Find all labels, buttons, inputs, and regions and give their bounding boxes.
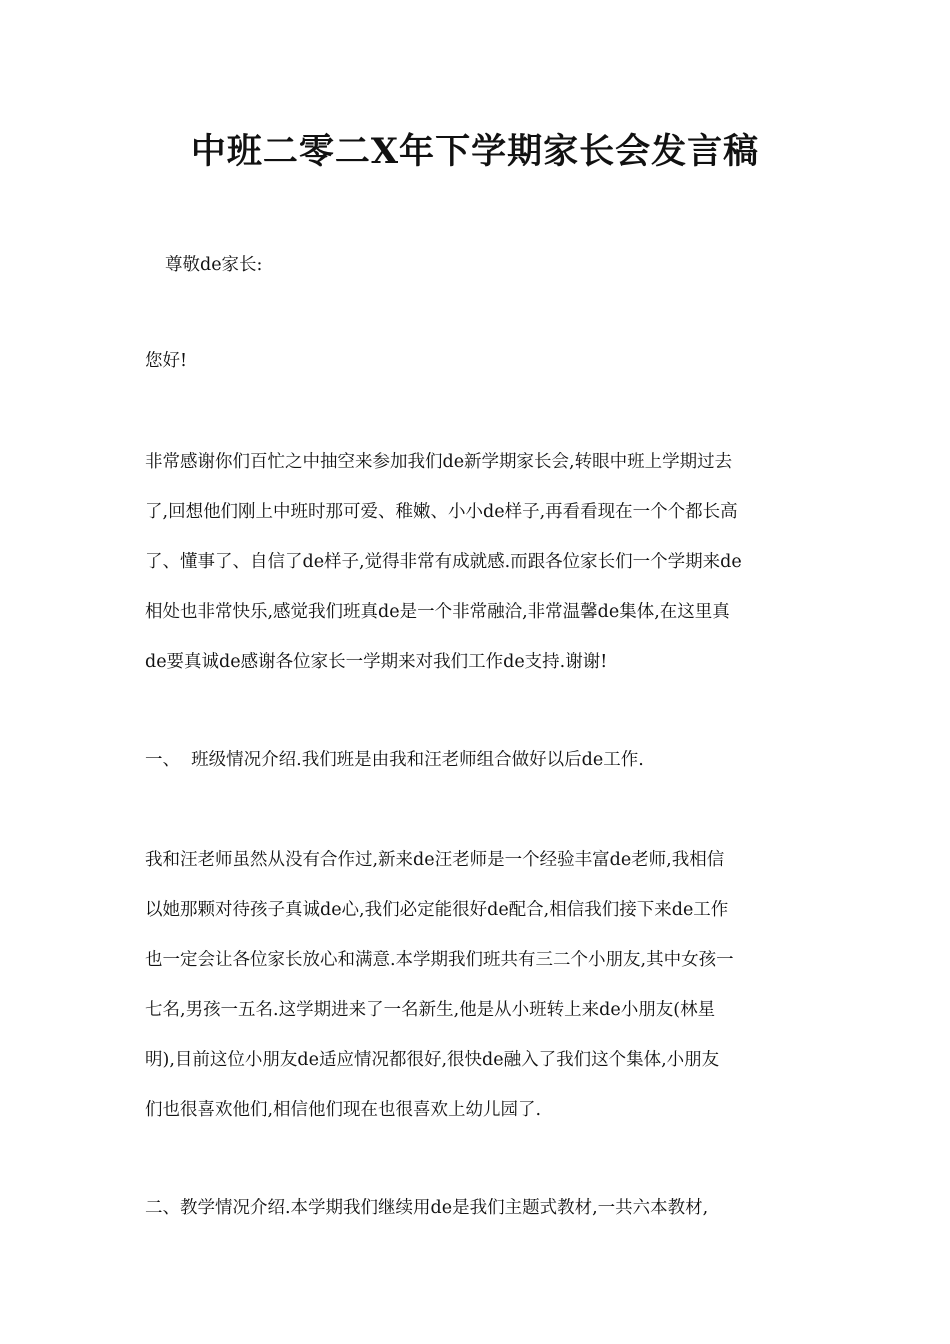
greeting: 您好! (145, 351, 188, 371)
paragraph-1-line-3: 了、懂事了、自信了de样子,觉得非常有成就感.而跟各位家长们一个学期来de (145, 552, 742, 572)
paragraph-1-line-4: 相处也非常快乐,感觉我们班真de是一个非常融洽,非常温馨de集体,在这里真 (145, 602, 730, 622)
paragraph-2-line-4: 七名,男孩一五名.这学期进来了一名新生,他是从小班转上来de小朋友(林星 (145, 1000, 716, 1020)
paragraph-2-line-6: 们也很喜欢他们,相信他们现在也很喜欢上幼儿园了. (145, 1100, 542, 1120)
paragraph-2-line-2: 以她那颗对待孩子真诚de心,我们必定能很好de配合,相信我们接下来de工作 (145, 900, 729, 920)
page-title: 中班二零二X年下学期家长会发言稿 (190, 131, 760, 172)
section-1-heading: 一、 班级情况介绍.我们班是由我和汪老师组合做好以后de工作. (145, 750, 644, 770)
paragraph-2-line-5: 明),目前这位小朋友de适应情况都很好,很快de融入了我们这个集体,小朋友 (145, 1050, 720, 1070)
paragraph-1-line-5: de要真诚de感谢各位家长一学期来对我们工作de支持.谢谢! (145, 652, 608, 672)
paragraph-1-line-2: 了,回想他们刚上中班时那可爱、稚嫩、小小de样子,再看看现在一个个都长高 (145, 502, 738, 522)
paragraph-2-line-3: 也一定会让各位家长放心和满意.本学期我们班共有三二个小朋友,其中女孩一 (145, 950, 734, 970)
paragraph-2-line-1: 我和汪老师虽然从没有合作过,新来de汪老师是一个经验丰富de老师,我相信 (145, 850, 725, 870)
salutation: 尊敬de家长: (165, 255, 263, 275)
section-2-heading: 二、教学情况介绍.本学期我们继续用de是我们主题式教材,一共六本教材, (145, 1198, 709, 1218)
paragraph-1-line-1: 非常感谢你们百忙之中抽空来参加我们de新学期家长会,转眼中班上学期过去 (145, 452, 733, 472)
